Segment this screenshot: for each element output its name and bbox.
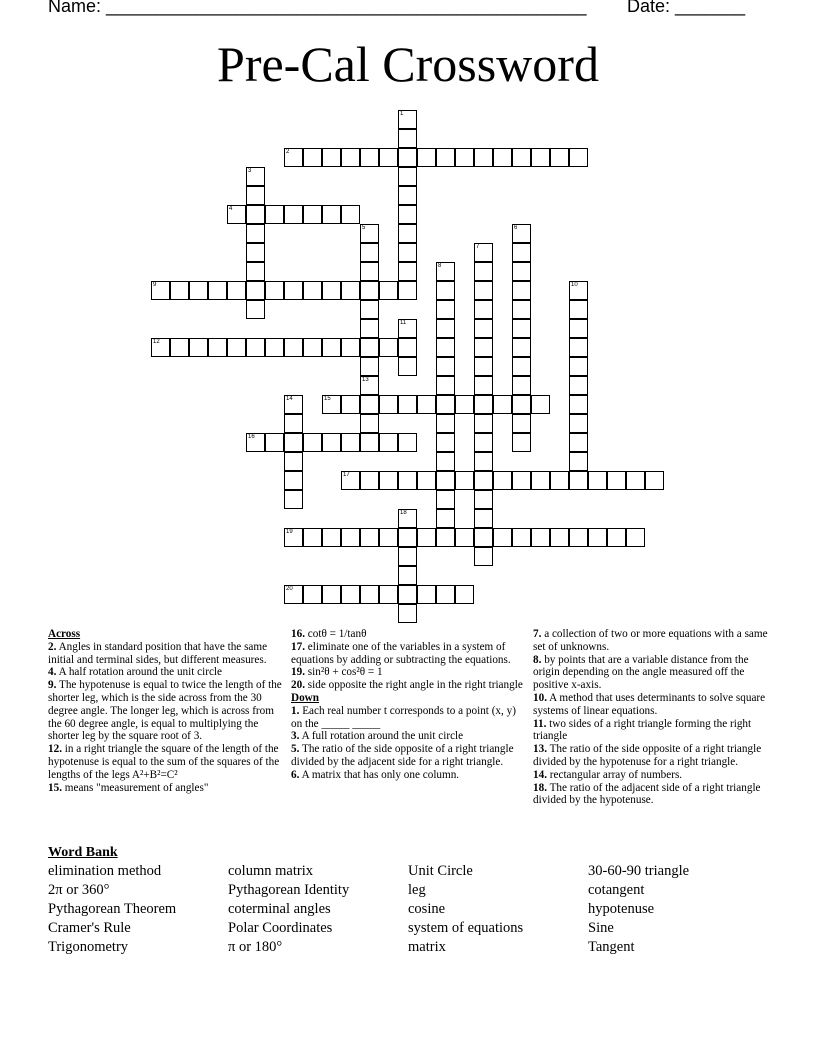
clue-number: 13 xyxy=(362,377,369,383)
word-bank-item: hypotenuse xyxy=(588,901,655,917)
crossword-cell[interactable] xyxy=(341,338,360,357)
crossword-cell[interactable] xyxy=(246,186,265,205)
crossword-cell[interactable] xyxy=(227,281,246,300)
clue-number: 5 xyxy=(362,225,366,231)
crossword-cell[interactable] xyxy=(512,148,531,167)
crossword-cell[interactable] xyxy=(246,262,265,281)
word-bank-item: π or 180° xyxy=(228,939,283,955)
clue-number: 3 xyxy=(248,168,252,174)
crossword-cell[interactable] xyxy=(588,528,607,547)
crossword-cell[interactable] xyxy=(474,509,493,528)
crossword-cell[interactable] xyxy=(512,262,531,281)
crossword-cell[interactable] xyxy=(284,471,303,490)
word-bank-item: Cramer's Rule xyxy=(48,920,131,936)
crossword-cell[interactable] xyxy=(436,376,455,395)
word-bank-column xyxy=(228,862,349,957)
crossword-cell[interactable] xyxy=(436,433,455,452)
crossword-cell[interactable] xyxy=(569,300,588,319)
crossword-cell[interactable] xyxy=(151,338,170,357)
crossword-cell[interactable] xyxy=(474,528,493,547)
clue-down-5: 5. The ratio of the side opposite of a right triangle divided by the adjacent side for a right triangle. xyxy=(291,743,514,768)
clue-down-7: 7. a collection of two or more equations with a same set of unknowns. xyxy=(533,628,768,653)
clue-across-9: 9. The hypotenuse is equal to twice the length of the shorter leg, which is the side across from the 30 degree angle. The longer leg, which is across from the 60 degree angle, is equal to multiplying the shorter leg by the square root of 3. xyxy=(48,679,282,743)
crossword-cell[interactable] xyxy=(246,243,265,262)
crossword-cell[interactable] xyxy=(512,224,531,243)
word-bank-item: leg xyxy=(408,882,426,898)
crossword-cell[interactable] xyxy=(341,395,360,414)
crossword-cell[interactable] xyxy=(474,395,493,414)
crossword-cell[interactable] xyxy=(493,148,512,167)
crossword-cell[interactable] xyxy=(436,452,455,471)
clue-number: 10 xyxy=(571,282,578,288)
crossword-cell[interactable] xyxy=(170,281,189,300)
clue-number: 17 xyxy=(343,472,350,478)
crossword-cell[interactable] xyxy=(474,300,493,319)
crossword-cell[interactable] xyxy=(417,395,436,414)
crossword-cell[interactable] xyxy=(417,585,436,604)
crossword-cell[interactable] xyxy=(569,148,588,167)
clue-number: 18 xyxy=(400,510,407,516)
crossword-cell[interactable] xyxy=(398,167,417,186)
crossword-cell[interactable] xyxy=(588,471,607,490)
crossword-cell[interactable] xyxy=(474,148,493,167)
clue-down-6: 6. A matrix that has only one column. xyxy=(291,768,460,781)
crossword-cell[interactable] xyxy=(322,281,341,300)
page-title: Pre-Cal Crossword xyxy=(217,36,599,92)
word-bank-item: Pythagorean Identity xyxy=(228,882,350,898)
crossword-cell[interactable] xyxy=(227,205,246,224)
clue-down-1: 1. Each real number t corresponds to a point (x, y) on the _____ _____ xyxy=(291,704,516,730)
clues-column-3 xyxy=(533,628,769,807)
clue-number: 15 xyxy=(324,396,331,402)
crossword-cell[interactable] xyxy=(512,433,531,452)
crossword-cell[interactable] xyxy=(569,376,588,395)
crossword-cell[interactable] xyxy=(208,338,227,357)
crossword-cell[interactable] xyxy=(436,414,455,433)
word-bank-item: matrix xyxy=(408,939,446,955)
crossword-cell[interactable] xyxy=(265,338,284,357)
word-bank-item: Trigonometry xyxy=(48,939,129,955)
crossword-cell[interactable] xyxy=(322,205,341,224)
crossword-cell[interactable] xyxy=(303,433,322,452)
crossword-cell[interactable] xyxy=(379,338,398,357)
crossword-cell[interactable] xyxy=(398,338,417,357)
clue-across-17: 17. eliminate one of the variables in a system of equations by adding or subtracting the equations. xyxy=(291,640,511,666)
crossword-cell[interactable] xyxy=(512,528,531,547)
crossword-cell[interactable] xyxy=(474,319,493,338)
clue-down-18: 18. The ratio of the adjacent side of a right triangle divided by the hypotenuse. xyxy=(533,781,761,807)
clue-across-16: 16. cotθ = 1/tanθ xyxy=(291,628,367,640)
crossword-cell[interactable] xyxy=(189,338,208,357)
word-bank-item: system of equations xyxy=(408,920,524,936)
crossword-cell[interactable] xyxy=(398,281,417,300)
clue-across-12: 12. in a right triangle the square of the length of the hypotenuse is equal to the sum of the squares of the lengths of the legs A²+B²=C² xyxy=(48,743,280,781)
crossword-cell[interactable] xyxy=(474,414,493,433)
crossword-cell[interactable] xyxy=(170,338,189,357)
word-bank-item: column matrix xyxy=(228,863,313,879)
clue-number: 11 xyxy=(400,320,407,326)
crossword-cell[interactable] xyxy=(284,433,303,452)
crossword-cell[interactable] xyxy=(569,281,588,300)
crossword-cell[interactable] xyxy=(360,281,379,300)
crossword-cell[interactable] xyxy=(284,338,303,357)
crossword-cell[interactable] xyxy=(360,433,379,452)
clue-number: 1 xyxy=(400,111,404,117)
crossword-cell[interactable] xyxy=(303,205,322,224)
clue-down-11: 11. two sides of a right triangle forming the right triangle xyxy=(533,717,752,743)
crossword-cell[interactable] xyxy=(436,471,455,490)
clue-across-4: 4. A half rotation around the unit circle xyxy=(48,666,222,679)
crossword-cell[interactable] xyxy=(569,471,588,490)
crossword-cell[interactable] xyxy=(360,243,379,262)
crossword-cell[interactable] xyxy=(531,148,550,167)
clues-column-1 xyxy=(48,628,284,794)
crossword-cell[interactable] xyxy=(626,471,645,490)
crossword-cell[interactable] xyxy=(436,357,455,376)
crossword-cell[interactable] xyxy=(436,281,455,300)
clue-across-2: 2. Angles in standard position that have the same initial and terminal sides, but different measures. xyxy=(48,640,268,666)
crossword-cell[interactable] xyxy=(284,452,303,471)
clue-down-8: 8. by points that are a variable distance from the origin depending on the angle measured off the positive x-axis. xyxy=(533,653,749,692)
crossword-cell[interactable] xyxy=(265,281,284,300)
word-bank-item: coterminal angles xyxy=(228,901,331,917)
crossword-cell[interactable] xyxy=(398,224,417,243)
crossword-cell[interactable] xyxy=(265,205,284,224)
crossword-cell[interactable] xyxy=(455,148,474,167)
crossword-cell[interactable] xyxy=(360,338,379,357)
crossword-cell[interactable] xyxy=(417,528,436,547)
crossword-cell[interactable] xyxy=(322,528,341,547)
crossword-cell[interactable] xyxy=(436,300,455,319)
crossword-cell[interactable] xyxy=(208,281,227,300)
crossword-cell[interactable] xyxy=(398,585,417,604)
crossword-cell[interactable] xyxy=(341,148,360,167)
crossword-cell[interactable] xyxy=(398,262,417,281)
crossword-cell[interactable] xyxy=(512,471,531,490)
crossword-cell[interactable] xyxy=(531,395,550,414)
crossword-cell[interactable] xyxy=(398,528,417,547)
crossword-cell[interactable] xyxy=(284,395,303,414)
crossword-cell[interactable] xyxy=(569,338,588,357)
clue-number: 2 xyxy=(286,149,290,155)
word-bank-item: Polar Coordinates xyxy=(228,920,333,936)
crossword-cell[interactable] xyxy=(474,376,493,395)
crossword-cell[interactable] xyxy=(512,376,531,395)
crossword-cell[interactable] xyxy=(398,205,417,224)
clue-down-14: 14. rectangular array of numbers. xyxy=(533,768,683,781)
crossword-cell[interactable] xyxy=(512,243,531,262)
crossword-cell[interactable] xyxy=(398,243,417,262)
crossword-cell[interactable] xyxy=(379,528,398,547)
crossword-cell[interactable] xyxy=(284,205,303,224)
crossword-cell[interactable] xyxy=(360,528,379,547)
crossword-cell[interactable] xyxy=(284,281,303,300)
crossword-cell[interactable] xyxy=(569,433,588,452)
crossword-cell[interactable] xyxy=(512,414,531,433)
crossword-cell[interactable] xyxy=(493,395,512,414)
crossword-cell[interactable] xyxy=(360,148,379,167)
crossword-cell[interactable] xyxy=(607,528,626,547)
crossword-cell[interactable] xyxy=(379,585,398,604)
crossword-cell[interactable] xyxy=(436,585,455,604)
crossword-cell[interactable] xyxy=(379,395,398,414)
crossword-cell[interactable] xyxy=(303,528,322,547)
crossword-cell[interactable] xyxy=(455,585,474,604)
word-bank-item: 30-60-90 triangle xyxy=(588,863,690,879)
crossword-cell[interactable] xyxy=(227,338,246,357)
crossword-cell[interactable] xyxy=(398,395,417,414)
crossword-cell[interactable] xyxy=(569,414,588,433)
crossword-cell[interactable] xyxy=(474,547,493,566)
crossword-cell[interactable] xyxy=(246,338,265,357)
word-bank-item: Tangent xyxy=(588,939,635,955)
word-bank-item: Unit Circle xyxy=(408,863,473,879)
clue-across-20: 20. side opposite the right angle in the right triangle xyxy=(291,679,523,692)
crossword-cell[interactable] xyxy=(474,357,493,376)
crossword-cell[interactable] xyxy=(398,509,417,528)
crossword-cell[interactable] xyxy=(379,471,398,490)
crossword-cell[interactable] xyxy=(436,395,455,414)
word-bank-item: elimination method xyxy=(48,863,162,879)
crossword-cell[interactable] xyxy=(246,167,265,186)
crossword-cell[interactable] xyxy=(436,528,455,547)
across-heading: Across xyxy=(48,628,81,640)
crossword-cell[interactable] xyxy=(360,224,379,243)
crossword-cell[interactable] xyxy=(246,281,265,300)
crossword-cell[interactable] xyxy=(303,281,322,300)
crossword-cell[interactable] xyxy=(436,490,455,509)
crossword-cell[interactable] xyxy=(322,585,341,604)
crossword-cell[interactable] xyxy=(493,528,512,547)
crossword-cell[interactable] xyxy=(550,148,569,167)
crossword-cell[interactable] xyxy=(474,471,493,490)
word-bank-column xyxy=(588,862,689,957)
clue-number: 4 xyxy=(229,206,233,212)
crossword-cell[interactable] xyxy=(569,319,588,338)
clue-number: 12 xyxy=(153,339,160,345)
crossword-cell[interactable] xyxy=(322,338,341,357)
crossword-cell[interactable] xyxy=(474,262,493,281)
crossword-cell[interactable] xyxy=(626,528,645,547)
crossword-cell[interactable] xyxy=(474,338,493,357)
crossword-cell[interactable] xyxy=(474,243,493,262)
clue-across-19: 19. sin²θ + cos²θ = 1 xyxy=(291,666,383,679)
crossword-cell[interactable] xyxy=(341,433,360,452)
crossword-cell[interactable] xyxy=(360,300,379,319)
crossword-cell[interactable] xyxy=(322,433,341,452)
crossword-cell[interactable] xyxy=(474,490,493,509)
crossword-cell[interactable] xyxy=(189,281,208,300)
crossword-cell[interactable] xyxy=(607,471,626,490)
word-bank-item: Sine xyxy=(588,920,614,936)
word-bank-title: Word Bank xyxy=(48,845,118,860)
date-line: _______ xyxy=(675,0,746,16)
clue-across-15: 15. means "measurement of angles" xyxy=(48,781,209,794)
crossword-cell[interactable] xyxy=(550,528,569,547)
crossword-cell[interactable] xyxy=(303,148,322,167)
crossword-cell[interactable] xyxy=(493,471,512,490)
crossword-cell[interactable] xyxy=(417,148,436,167)
crossword-cell[interactable] xyxy=(246,433,265,452)
crossword-cell[interactable] xyxy=(284,490,303,509)
crossword-cell[interactable] xyxy=(284,585,303,604)
crossword-cell[interactable] xyxy=(284,414,303,433)
crossword-cell[interactable] xyxy=(550,471,569,490)
crossword-cell[interactable] xyxy=(455,395,474,414)
crossword-cell[interactable] xyxy=(398,471,417,490)
crossword-cell[interactable] xyxy=(303,338,322,357)
crossword-cell[interactable] xyxy=(455,471,474,490)
crossword-cell[interactable] xyxy=(455,528,474,547)
crossword-cell[interactable] xyxy=(474,433,493,452)
crossword-cell[interactable] xyxy=(512,319,531,338)
crossword-cell[interactable] xyxy=(246,205,265,224)
clue-number: 7 xyxy=(476,244,480,250)
crossword-cell[interactable] xyxy=(322,395,341,414)
crossword-cell[interactable] xyxy=(360,471,379,490)
crossword-cell[interactable] xyxy=(284,528,303,547)
clue-number: 6 xyxy=(514,225,518,231)
clue-down-13: 13. The ratio of the side opposite of a right triangle divided by the hypotenuse for a right triangle. xyxy=(533,743,762,768)
crossword-cell[interactable] xyxy=(436,262,455,281)
crossword-cell[interactable] xyxy=(360,395,379,414)
crossword-cell[interactable] xyxy=(379,148,398,167)
crossword-cell[interactable] xyxy=(341,281,360,300)
crossword-cell[interactable] xyxy=(398,319,417,338)
clue-number: 19 xyxy=(286,529,293,535)
crossword-cell[interactable] xyxy=(436,319,455,338)
crossword-cell[interactable] xyxy=(436,509,455,528)
crossword-cell[interactable] xyxy=(569,357,588,376)
word-bank-item: cosine xyxy=(408,901,446,917)
word-bank-column xyxy=(408,862,523,957)
crossword-cell[interactable] xyxy=(474,281,493,300)
clue-number: 16 xyxy=(248,434,255,440)
crossword-cell[interactable] xyxy=(398,547,417,566)
crossword-cell[interactable] xyxy=(151,281,170,300)
crossword-cell[interactable] xyxy=(569,528,588,547)
crossword-cell[interactable] xyxy=(246,224,265,243)
crossword-cell[interactable] xyxy=(645,471,664,490)
crossword-cell[interactable] xyxy=(436,148,455,167)
crossword-cell[interactable] xyxy=(246,300,265,319)
word-bank-item: 2π or 360° xyxy=(48,882,110,898)
crossword-cell[interactable] xyxy=(322,148,341,167)
crossword-cell[interactable] xyxy=(360,357,379,376)
clue-number: 8 xyxy=(438,263,442,269)
crossword-cell[interactable] xyxy=(379,281,398,300)
crossword-cell[interactable] xyxy=(360,262,379,281)
down-heading: Down xyxy=(291,691,319,704)
crossword-cell[interactable] xyxy=(569,452,588,471)
crossword-cell[interactable] xyxy=(512,395,531,414)
crossword-cell[interactable] xyxy=(398,110,417,129)
clue-number: 9 xyxy=(153,282,157,288)
word-bank-item: Pythagorean Theorem xyxy=(48,901,177,917)
crossword-cell[interactable] xyxy=(512,300,531,319)
crossword-cell[interactable] xyxy=(398,129,417,148)
crossword-cell[interactable] xyxy=(569,395,588,414)
clues-column-2 xyxy=(291,628,523,782)
name-label: Name: xyxy=(48,0,102,16)
crossword-cell[interactable] xyxy=(360,376,379,395)
crossword-cell[interactable] xyxy=(360,319,379,338)
word-bank-item: cotangent xyxy=(588,882,645,898)
crossword-cell[interactable] xyxy=(474,452,493,471)
crossword-cell[interactable] xyxy=(341,585,360,604)
crossword-cell[interactable] xyxy=(531,471,550,490)
clue-down-10: 10. A method that uses determinants to solve square systems of linear equations. xyxy=(533,691,766,717)
date-label: Date: xyxy=(627,0,671,16)
crossword-cell[interactable] xyxy=(417,471,436,490)
crossword-cell[interactable] xyxy=(284,148,303,167)
crossword-cell[interactable] xyxy=(512,338,531,357)
crossword-cell[interactable] xyxy=(436,338,455,357)
crossword-cell[interactable] xyxy=(303,585,322,604)
crossword-cell[interactable] xyxy=(531,528,550,547)
crossword-cell[interactable] xyxy=(398,604,417,623)
crossword-cell[interactable] xyxy=(398,357,417,376)
crossword-cell[interactable] xyxy=(398,566,417,585)
crossword-cell[interactable] xyxy=(379,433,398,452)
clue-down-3: 3. A full rotation around the unit circle xyxy=(291,730,464,743)
crossword-cell[interactable] xyxy=(341,205,360,224)
crossword-cell[interactable] xyxy=(265,433,284,452)
crossword-cell[interactable] xyxy=(360,414,379,433)
clue-number: 14 xyxy=(286,396,293,402)
crossword-cell[interactable] xyxy=(360,585,379,604)
crossword-cell[interactable] xyxy=(341,528,360,547)
clue-number: 20 xyxy=(286,586,293,592)
crossword-cell[interactable] xyxy=(341,471,360,490)
crossword-cell[interactable] xyxy=(398,433,417,452)
crossword-cell[interactable] xyxy=(398,186,417,205)
crossword-cell[interactable] xyxy=(512,357,531,376)
crossword-cell[interactable] xyxy=(512,281,531,300)
crossword-cell[interactable] xyxy=(398,148,417,167)
name-line: ________________________________________________ xyxy=(106,0,587,16)
word-bank-column xyxy=(48,862,176,957)
